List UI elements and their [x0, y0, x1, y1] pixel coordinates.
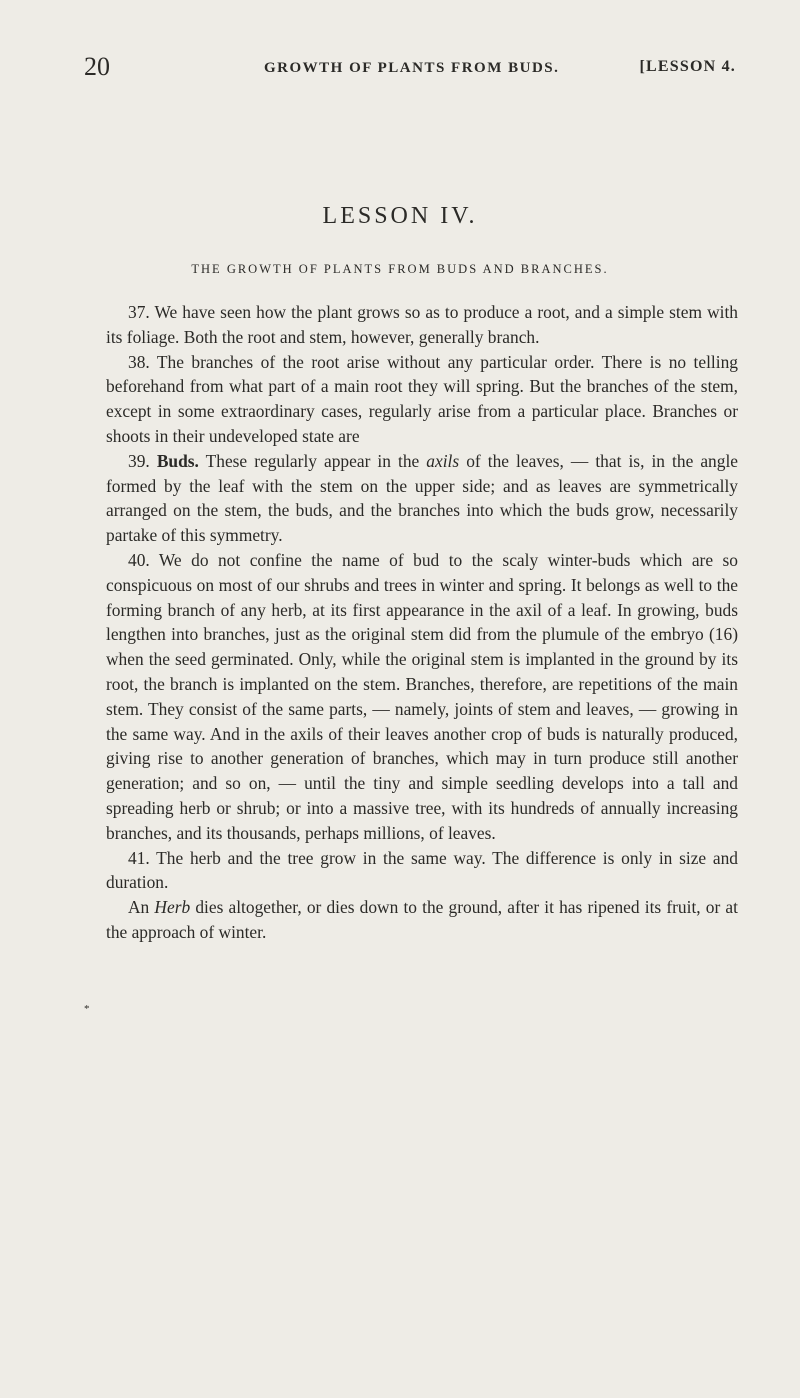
body-text	[106, 300, 738, 945]
paragraph-39	[106, 449, 738, 548]
running-head	[84, 52, 736, 82]
lesson-heading: LESSON IV.	[322, 203, 478, 229]
running-title: GROWTH OF PLANTS FROM BUDS.	[264, 60, 560, 76]
paragraph-38: 38. The branches of the root arise without any particular order. There is no telling beforehand from what part of a main root they will spring. But the branches of the stem, except in some extraordinary cases, regularly arise from a particular place. Branches or shoots in their undeveloped state are	[106, 351, 738, 446]
paragraph-42-text-b: dies altogether, or dies down to the ground, after it has ripened its fruit, or at the approach of winter.	[106, 897, 738, 942]
term-axils: axils	[426, 450, 460, 471]
paragraph-39-number: 39.	[128, 450, 150, 471]
paragraph-42	[106, 895, 738, 945]
paragraph-41: 41. The herb and the tree grow in the same way. The difference is only in size and duration.	[106, 847, 738, 893]
paragraph-42-text-a: An	[128, 897, 150, 918]
paragraph-37: 37. We have seen how the plant grows so as to produce a root, and a simple stem with its foliage. Both the root and stem, however, generally branch.	[106, 302, 738, 347]
term-herb: Herb	[154, 897, 191, 918]
lesson-subheading: THE GROWTH OF PLANTS FROM BUDS AND BRANCHES.	[191, 262, 609, 276]
term-buds: Buds.	[156, 450, 199, 471]
paragraph-39-text-b: of the leaves, — that is, in the angle formed by the leaf with the stem on the upper side; and as leaves are symmetrically arranged on the stem, the buds, and the branches into which the buds grow, necessarily partake of this symmetry.	[106, 450, 738, 546]
running-lesson-label: [LESSON 4.	[639, 58, 736, 75]
margin-mark: *	[84, 1003, 90, 1015]
paragraph-40: 40. We do not confine the name of bud to the scaly winter-buds which are so conspicuous on most of our shrubs and trees in winter and spring. It belongs as well to the forming branch of any herb, at its first appearance in the axil of a leaf. In growing, buds lengthen into branches, just as the original stem did from the plumule of the embryo (16) when the seed germinated. Only, while the original stem is implanted in the ground by its root, the branch is implanted on the stem. Branches, therefore, are repetitions of the main stem. They consist of the same parts, — namely, joints of stem and leaves, — growing in the same way. And in the axils of their leaves another crop of buds is naturally produced, giving rise to another generation of branches, which may in turn produce still another generation; and so on, — until the tiny and simple seedling develops into a tall and spreading herb or shrub; or into a massive tree, with its hundreds of annually increasing branches, and its thousands, perhaps millions, of leaves.	[106, 549, 738, 843]
paragraph-39-text-a: These regularly appear in the	[205, 450, 420, 471]
page-number: 20	[84, 52, 110, 81]
